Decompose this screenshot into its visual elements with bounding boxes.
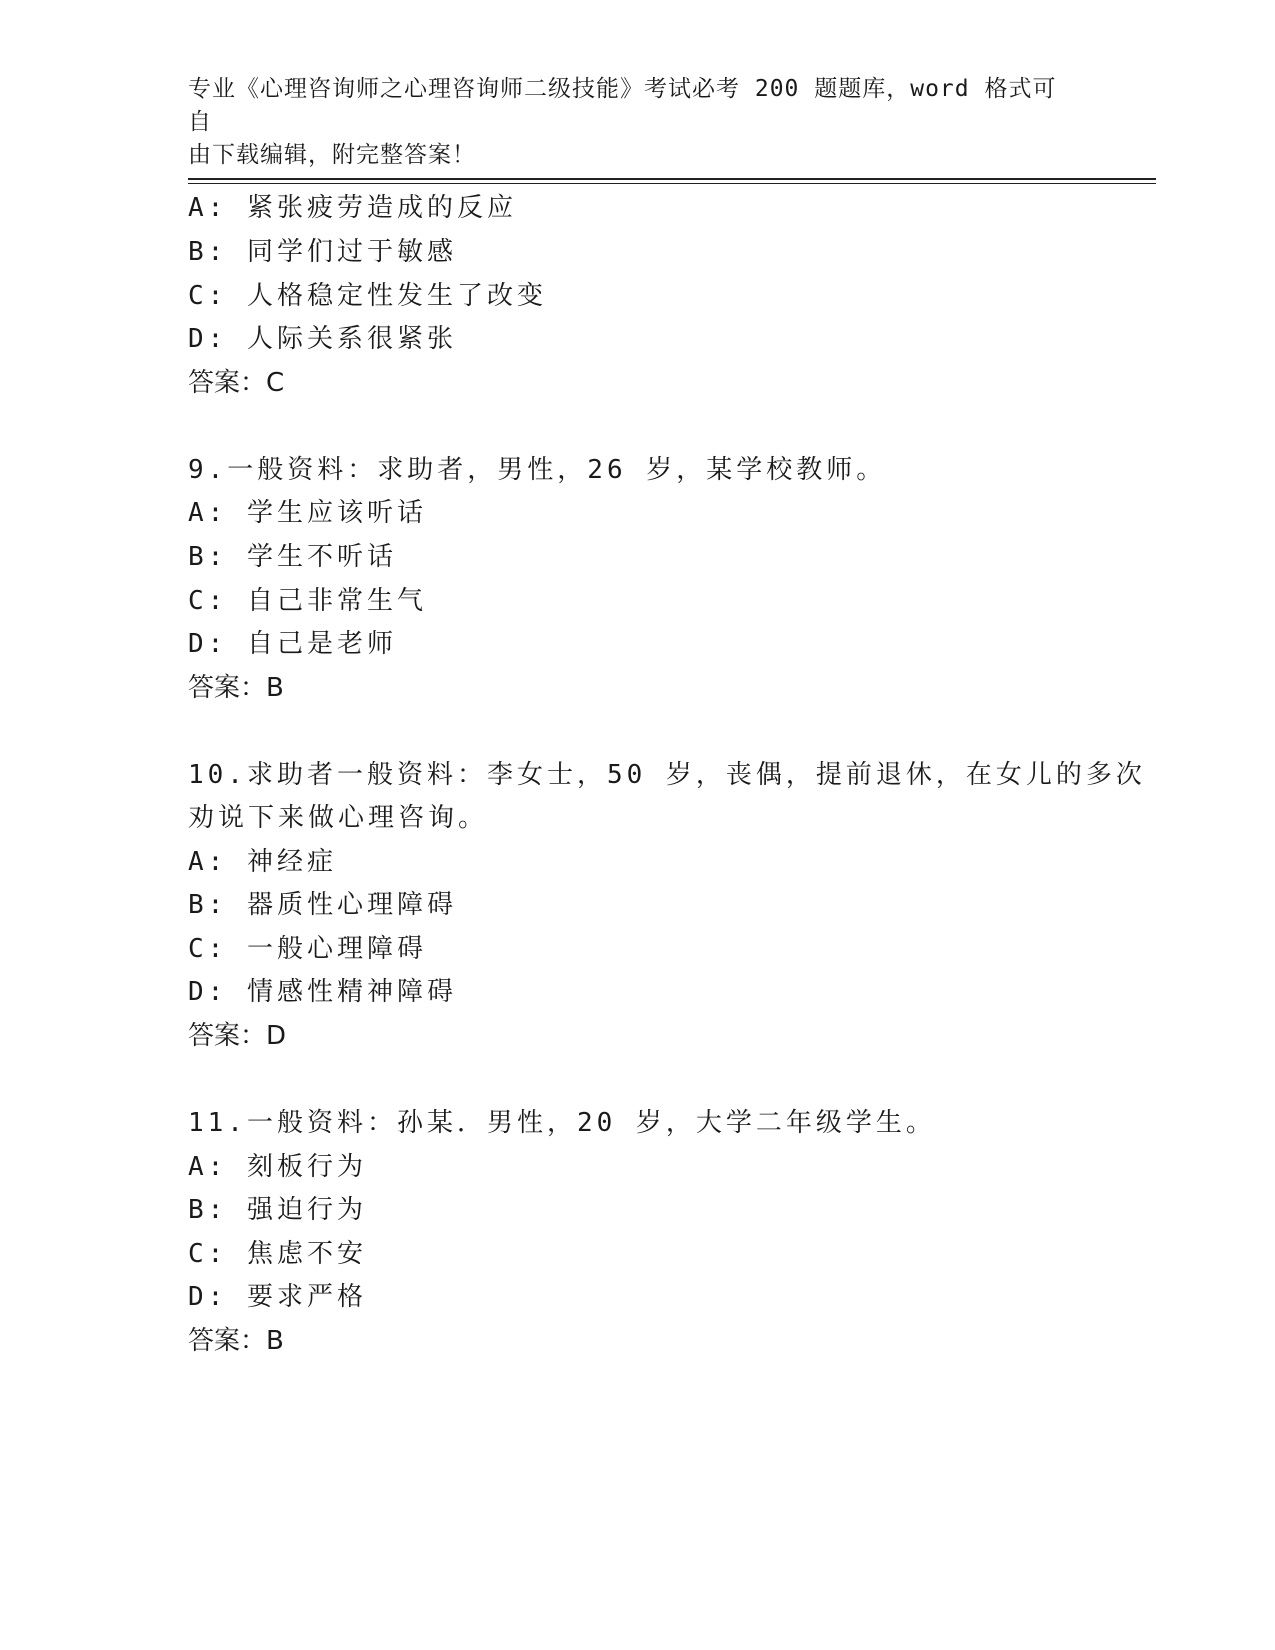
q10-stem-line-1: 10.求助者一般资料：李女士，50 岁，丧偶，提前退休，在女儿的多次 [188, 760, 1146, 790]
q8-option-d: D: 人际关系很紧张 [188, 324, 457, 354]
q10-option-c: C: 一般心理障碍 [188, 934, 427, 964]
q11-answer: 答案：B [188, 1326, 284, 1356]
q10-answer: 答案：D [188, 1021, 287, 1051]
q9-option-c: C: 自己非常生气 [188, 586, 427, 616]
q8-option-a: A: 紧张疲劳造成的反应 [188, 193, 517, 223]
q11-option-a: A: 刻板行为 [188, 1152, 367, 1182]
q9-option-b: B: 学生不听话 [188, 542, 397, 572]
intro-line-2: 由下载编辑，附完整答案！ [188, 142, 476, 168]
q9-answer: 答案：B [188, 673, 284, 703]
q9-stem: 9.一般资料：求助者，男性，26 岁，某学校教师。 [188, 455, 887, 485]
header-divider-thick [188, 178, 1156, 180]
q8-answer: 答案：C [188, 368, 285, 398]
q10-option-a: A: 神经症 [188, 847, 337, 877]
intro-line-1: 专业《心理咨询师之心理咨询师二级技能》考试必考 200 题题库，word 格式可自 [188, 76, 1057, 135]
q11-option-d: D: 要求严格 [188, 1282, 367, 1312]
q8-option-c: C: 人格稳定性发生了改变 [188, 281, 547, 311]
header-divider-thin [188, 183, 1156, 184]
q9-option-a: A: 学生应该听话 [188, 498, 427, 528]
q10-option-b: B: 器质性心理障碍 [188, 890, 457, 920]
document-intro [188, 73, 1068, 172]
q11-option-c: C: 焦虑不安 [188, 1239, 367, 1269]
q10-stem-line-2: 劝说下来做心理咨询。 [188, 803, 489, 833]
q10-option-d: D: 情感性精神障碍 [188, 977, 457, 1007]
q11-option-b: B: 强迫行为 [188, 1195, 367, 1225]
q11-stem: 11.一般资料：孙某．男性，20 岁，大学二年级学生。 [188, 1108, 936, 1138]
q9-option-d: D: 自己是老师 [188, 629, 397, 659]
q8-option-b: B: 同学们过于敏感 [188, 237, 457, 267]
